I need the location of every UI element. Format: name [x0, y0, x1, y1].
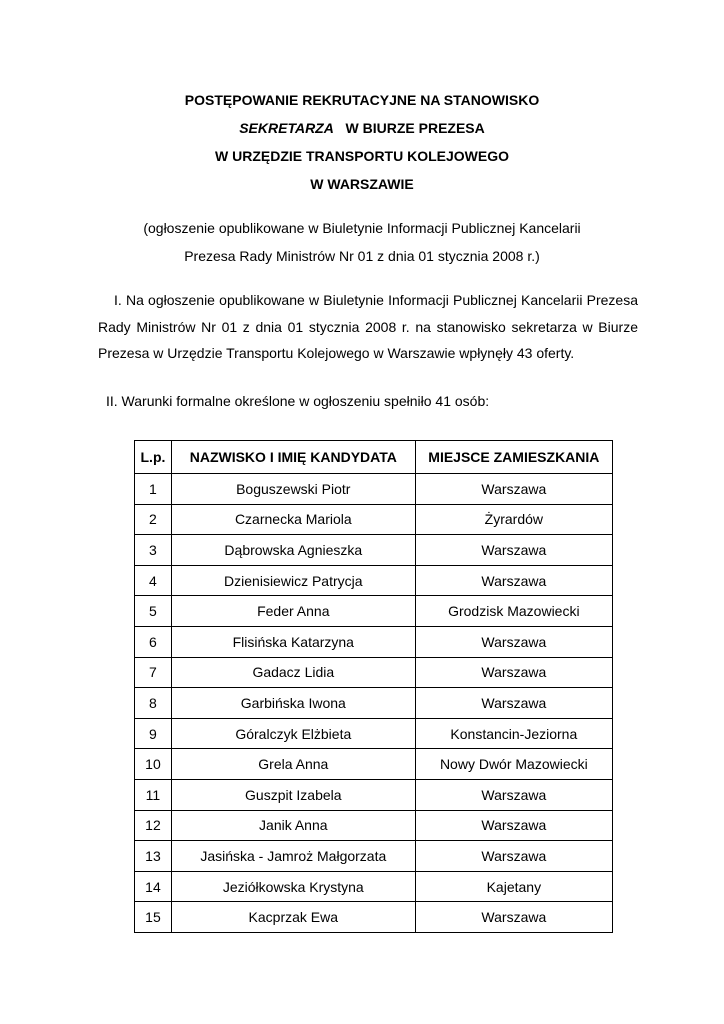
cell-residence: Warszawa: [415, 688, 612, 719]
cell-lp: 11: [135, 779, 172, 810]
title-line-4: W WARSZAWIE: [310, 176, 414, 192]
cell-lp: 5: [135, 596, 172, 627]
cell-residence: Grodzisk Mazowiecki: [415, 596, 612, 627]
cell-lp: 2: [135, 504, 172, 535]
cell-candidate-name: Kacprzak Ewa: [171, 902, 415, 933]
cell-lp: 7: [135, 657, 172, 688]
table-row: [135, 810, 613, 841]
notice-line-1: (ogłoszenie opublikowane w Biuletynie Informacji Publicznej Kancelarii: [143, 220, 581, 236]
notice-line-2: Prezesa Rady Ministrów Nr 01 z dnia 01 stycznia 2008 r.): [184, 248, 540, 264]
cell-candidate-name: Guszpit Izabela: [171, 779, 415, 810]
table-row: [135, 565, 613, 596]
table-row: [135, 871, 613, 902]
cell-candidate-name: Góralczyk Elżbieta: [171, 718, 415, 749]
table-row: [135, 718, 613, 749]
cell-residence: Kajetany: [415, 871, 612, 902]
cell-candidate-name: Feder Anna: [171, 596, 415, 627]
cell-residence: Warszawa: [415, 841, 612, 872]
cell-lp: 15: [135, 902, 172, 933]
cell-candidate-name: Janik Anna: [171, 810, 415, 841]
table-row: [135, 749, 613, 780]
cell-residence: Warszawa: [415, 626, 612, 657]
cell-lp: 9: [135, 718, 172, 749]
candidates-table: [134, 440, 613, 933]
cell-candidate-name: Jasińska - Jamroż Małgorzata: [171, 841, 415, 872]
table-body: [135, 474, 613, 933]
title-line-1: POSTĘPOWANIE REKRUTACYJNE NA STANOWISKO: [184, 92, 540, 108]
cell-candidate-name: Gadacz Lidia: [171, 657, 415, 688]
cell-candidate-name: Flisińska Katarzyna: [171, 626, 415, 657]
header-name: NAZWISKO I IMIĘ KANDYDATA: [171, 441, 415, 474]
cell-lp: 13: [135, 841, 172, 872]
cell-lp: 6: [135, 626, 172, 657]
table-header-row: [135, 441, 613, 474]
table-row: [135, 841, 613, 872]
title-line-2-rest: W BIURZE PREZESA: [345, 120, 485, 136]
cell-residence: Warszawa: [415, 535, 612, 566]
cell-candidate-name: Dzienisiewicz Patrycja: [171, 565, 415, 596]
cell-lp: 10: [135, 749, 172, 780]
header-residence: MIEJSCE ZAMIESZKANIA: [415, 441, 612, 474]
cell-candidate-name: Boguszewski Piotr: [171, 474, 415, 505]
header-lp: L.p.: [135, 441, 172, 474]
table-row: [135, 657, 613, 688]
cell-residence: Warszawa: [415, 810, 612, 841]
cell-lp: 4: [135, 565, 172, 596]
cell-residence: Warszawa: [415, 565, 612, 596]
table-row: [135, 688, 613, 719]
cell-candidate-name: Dąbrowska Agnieszka: [171, 535, 415, 566]
cell-residence: Warszawa: [415, 474, 612, 505]
cell-residence: Warszawa: [415, 902, 612, 933]
cell-lp: 3: [135, 535, 172, 566]
cell-residence: Żyrardów: [415, 504, 612, 535]
section-1-paragraph: I. Na ogłoszenie opublikowane w Biuletynie Informacji Publicznej Kancelarii Prezesa Rady Ministrów Nr 01 z dnia 01 stycznia 2008 r. na stanowisko sekretarza w Biurze Prezesa w Urzędzie Transportu Kolejowego w Warszawie wpłynęły 43 oferty.: [98, 292, 638, 361]
cell-residence: Warszawa: [415, 779, 612, 810]
cell-candidate-name: Jeziółkowska Krystyna: [171, 871, 415, 902]
cell-lp: 14: [135, 871, 172, 902]
table-row: [135, 474, 613, 505]
title-position-name: SEKRETARZA: [239, 120, 334, 136]
cell-lp: 8: [135, 688, 172, 719]
cell-candidate-name: Grela Anna: [171, 749, 415, 780]
table-row: [135, 535, 613, 566]
cell-residence: Warszawa: [415, 657, 612, 688]
table-row: [135, 504, 613, 535]
table-row: [135, 902, 613, 933]
table-row: [135, 626, 613, 657]
cell-lp: 1: [135, 474, 172, 505]
cell-candidate-name: Garbińska Iwona: [171, 688, 415, 719]
section-2-paragraph: II. Warunki formalne określone w ogłoszeniu spełniło 41 osób:: [106, 393, 490, 409]
title-line-2: [0, 114, 724, 142]
cell-residence: Konstancin-Jeziorna: [415, 718, 612, 749]
table-row: [135, 596, 613, 627]
publication-notice: [0, 214, 724, 270]
cell-residence: Nowy Dwór Mazowiecki: [415, 749, 612, 780]
table-row: [135, 779, 613, 810]
title-line-3: W URZĘDZIE TRANSPORTU KOLEJOWEGO: [215, 148, 509, 164]
document-title: [0, 86, 724, 198]
cell-lp: 12: [135, 810, 172, 841]
cell-candidate-name: Czarnecka Mariola: [171, 504, 415, 535]
